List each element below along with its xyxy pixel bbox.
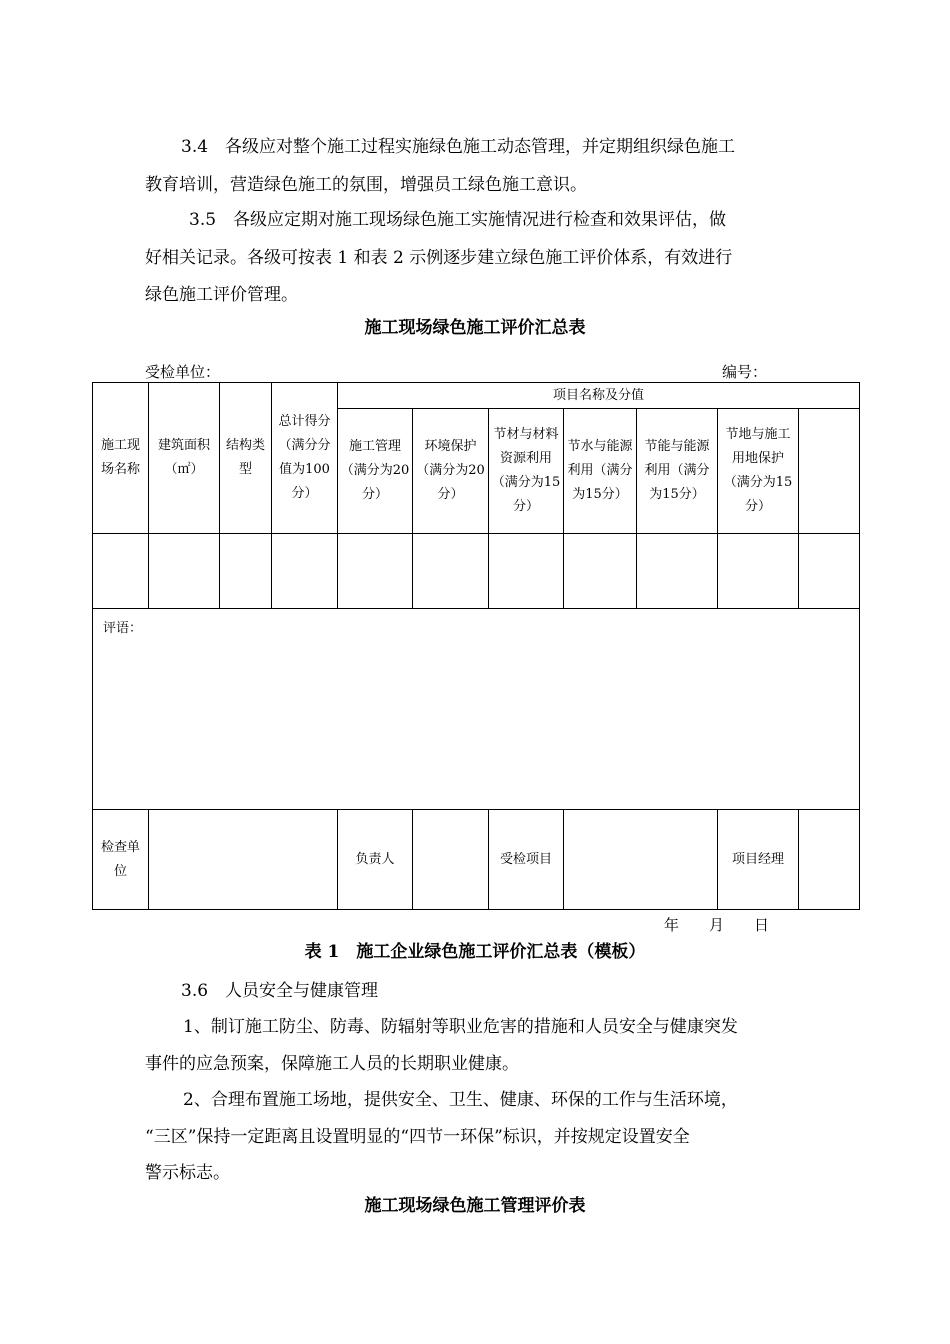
footer-responsible: 负责人 — [338, 810, 413, 910]
evaluation-summary-table — [92, 382, 860, 910]
header-items-group: 项目名称及分值 — [338, 383, 860, 409]
table1-caption: 表 1 施工企业绿色施工评价汇总表（模板） — [304, 942, 646, 962]
header-structure-type: 结构类型 — [220, 383, 272, 534]
data-cell — [93, 534, 149, 609]
para-3-4-line2: 教育培训，营造绿色施工的氛围，增强员工绿色施工意识。 — [145, 175, 587, 195]
item2-line2: “三区”保持一定距离且设置明显的“四节一环保”标识，并按规定设置安全 — [145, 1127, 690, 1147]
data-cell — [149, 534, 220, 609]
remark-cell — [93, 609, 860, 810]
para-3-5-line3: 绿色施工评价管理。 — [145, 285, 298, 305]
para-3-5-line1: 3.5 各级应定期对施工现场绿色施工实施情况进行检查和效果评估，做 — [189, 210, 727, 230]
table-row — [93, 534, 860, 609]
table2-title: 施工现场绿色施工管理评价表 — [364, 1196, 586, 1216]
footer-inspect-unit-value — [149, 810, 338, 910]
header-blank — [799, 409, 860, 534]
header-water-saving: 节水与能源利用（满分为15分） — [564, 409, 637, 534]
date-line: 年 月 日 — [664, 916, 770, 934]
footer-inspected-project: 受检项目 — [489, 810, 564, 910]
header-building-area: 建筑面积（㎡） — [149, 383, 220, 534]
header-land-saving: 节地与施工用地保护（满分为15分） — [718, 409, 799, 534]
header-env-protection: 环境保护（满分为20分） — [413, 409, 489, 534]
data-cell — [338, 534, 413, 609]
header-construction-mgmt: 施工管理（满分为20分） — [338, 409, 413, 534]
data-cell — [718, 534, 799, 609]
remark-label: 评语： — [103, 621, 143, 636]
item2-line3: 警示标志。 — [145, 1163, 230, 1183]
inspected-unit-label: 受检单位： — [145, 363, 221, 381]
data-cell — [637, 534, 718, 609]
para-3-4-line1: 3.4 各级应对整个施工过程实施绿色施工动态管理，并定期组织绿色施工 — [181, 137, 736, 157]
table1-title: 施工现场绿色施工评价汇总表 — [364, 318, 586, 338]
item2-line1: 2、合理布置施工场地，提供安全、卫生、健康、环保的工作与生活环境， — [183, 1090, 738, 1110]
data-cell — [564, 534, 637, 609]
data-cell — [413, 534, 489, 609]
header-energy-saving: 节能与能源利用（满分为15分） — [637, 409, 718, 534]
footer-project-manager: 项目经理 — [718, 810, 799, 910]
item1-line1: 1、制订施工防尘、防毒、防辐射等职业危害的措施和人员安全与健康突发 — [183, 1017, 738, 1037]
section-3-6-heading: 3.6 人员安全与健康管理 — [181, 981, 379, 1001]
footer-project-manager-value — [799, 810, 860, 910]
data-cell — [220, 534, 272, 609]
footer-inspect-unit: 检查单位 — [93, 810, 149, 910]
data-cell — [272, 534, 338, 609]
data-cell — [489, 534, 564, 609]
para-3-5-line2: 好相关记录。各级可按表 1 和表 2 示例逐步建立绿色施工评价体系，有效进行 — [145, 248, 733, 268]
footer-inspected-project-value — [564, 810, 718, 910]
number-label: 编号： — [722, 363, 768, 381]
item1-line2: 事件的应急预案，保障施工人员的长期职业健康。 — [145, 1054, 519, 1074]
data-cell — [799, 534, 860, 609]
header-total-score: 总计得分（满分分值为100分） — [272, 383, 338, 534]
header-material-saving: 节材与材料资源利用（满分为15分） — [489, 409, 564, 534]
header-site-name: 施工现场名称 — [93, 383, 149, 534]
footer-responsible-value — [413, 810, 489, 910]
